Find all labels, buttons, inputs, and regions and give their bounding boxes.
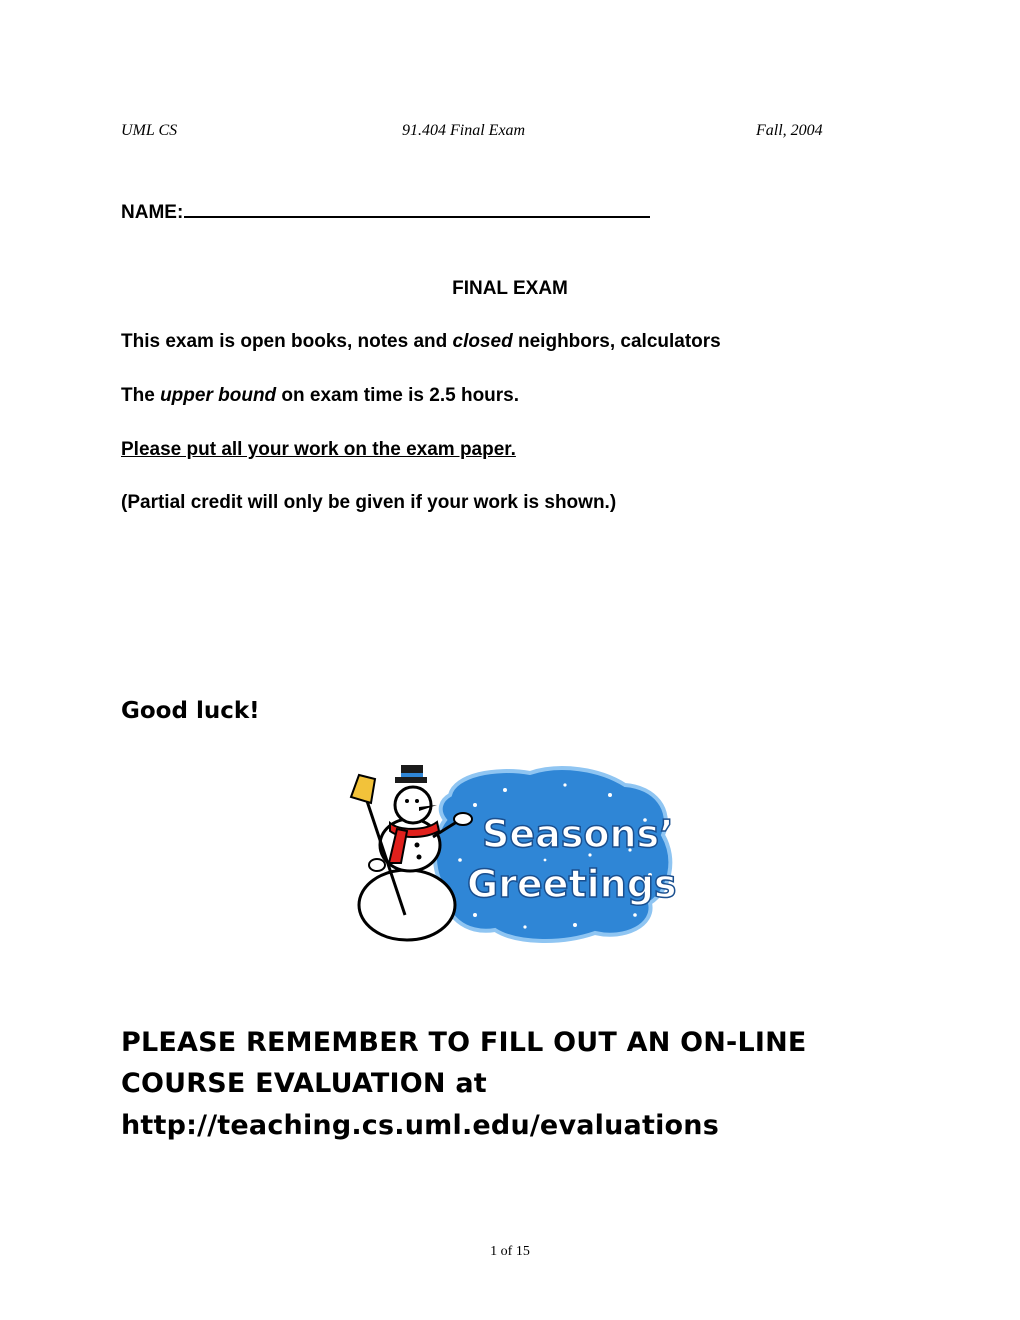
greeting-line-2: Greetings [467,862,677,906]
rule-partial-credit: (Partial credit will only be given if your work is shown.) [121,492,617,513]
evaluation-link[interactable]: http://teaching.cs.uml.edu/evaluations [121,1110,719,1141]
name-label: NAME: [121,202,184,223]
rule-2-post: on exam time is 2.5 hours. [276,385,520,406]
clipart-svg [345,765,680,945]
rule-2-em: upper bound [160,385,277,406]
exam-title: FINAL EXAM [452,278,568,299]
rule-work-on-paper: Please put all your work on the exam paper. [121,439,516,460]
good-luck: Good luck! [121,698,260,724]
rule-1-em: closed [452,331,513,352]
rule-1-post: neighbors, calculators [512,331,721,352]
reminder-line-1: PLEASE REMEMBER TO FILL OUT AN ON-LINE [121,1027,807,1058]
rule-open-books [121,331,721,353]
reminder-line-2: COURSE EVALUATION at [121,1068,487,1099]
name-field[interactable] [121,198,650,224]
rule-1-pre: This exam is open books, notes and [121,331,453,352]
page-number: 1 of 15 [490,1244,530,1259]
rule-time-limit [121,385,519,407]
name-blank-line[interactable] [184,198,650,218]
greeting-line-1: Seasons’ [482,812,674,856]
header-center: 91.404 Final Exam [402,122,526,139]
rule-2-pre: The [121,385,161,406]
seasons-greetings-clipart [345,765,680,945]
header-right: Fall, 2004 [756,122,823,139]
header-left: UML CS [121,122,178,139]
